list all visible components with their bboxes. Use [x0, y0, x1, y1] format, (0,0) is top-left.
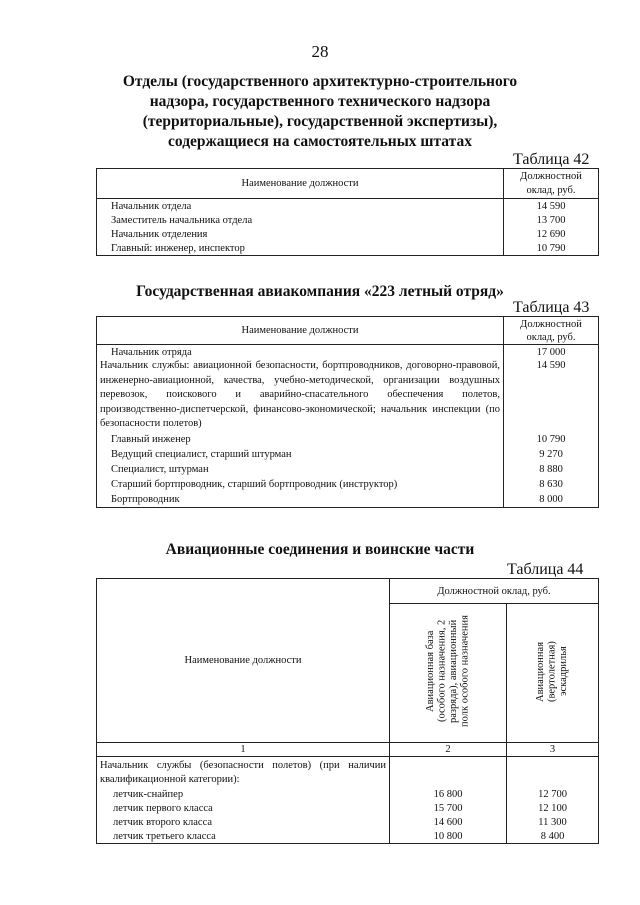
table44-empty-cell	[390, 757, 507, 788]
table43	[96, 316, 599, 508]
table44	[96, 578, 599, 844]
table43-header-salary-line: оклад, руб.	[526, 331, 576, 343]
table44-col-num-1: 1	[97, 743, 390, 757]
table-row	[97, 757, 599, 788]
table-row	[97, 815, 599, 829]
table43-salary: 8 880	[504, 462, 599, 477]
section1-heading-line: (территориальные), государственной экспертизы),	[142, 113, 498, 130]
table-row	[97, 359, 599, 432]
table44-header-col-a-text: Авиационная база (особого назначения, 2 разряда), авиационный полк особого назначения	[425, 615, 471, 727]
table42-header-salary-line: оклад, руб.	[526, 184, 576, 196]
table42-header-salary-line: Должностной	[520, 170, 582, 182]
table43-header-name: Наименование должности	[97, 317, 504, 345]
table-row	[97, 345, 599, 360]
table43-salary: 17 000	[504, 345, 599, 360]
table43-salary: 8 000	[504, 492, 599, 508]
table43-position: Специалист, штурман	[111, 463, 209, 475]
table42-header-salary	[504, 169, 599, 199]
table44-salary-a: 14 600	[390, 815, 507, 829]
table44-salary-a: 10 800	[390, 829, 507, 844]
table44-salary-b: 12 100	[507, 801, 599, 815]
table44-salary-a: 16 800	[390, 787, 507, 801]
table42-position: Заместитель начальника отдела	[111, 214, 253, 226]
table-row	[97, 801, 599, 815]
table44-label: Таблица 44	[507, 561, 584, 578]
section3-heading: Авиационные соединения и воинские части	[165, 541, 475, 558]
table44-header-col-a	[390, 604, 507, 743]
table44-col-num-2: 2	[390, 743, 507, 757]
table43-position: Старший бортпроводник, старший бортпроводник (инструктор)	[111, 478, 398, 490]
table44-header-group: Должностной оклад, руб.	[390, 579, 599, 604]
table-row	[97, 447, 599, 462]
table43-position: Ведущий специалист, старший штурман	[111, 448, 292, 460]
table43-position: Бортпроводник	[111, 493, 180, 505]
table42-label: Таблица 42	[513, 151, 590, 168]
table44-salary-b: 11 300	[507, 815, 599, 829]
table-row	[97, 462, 599, 477]
table43-salary: 10 790	[504, 432, 599, 447]
section1-heading-line: содержащиеся на самостоятельных штатах	[168, 133, 472, 150]
table44-salary-b: 8 400	[507, 829, 599, 844]
table43-position: Главный инженер	[111, 433, 191, 445]
table-row	[97, 227, 599, 241]
table43-position: Начальник службы: авиационной безопасности, бортпроводников, договорно-правовой, инженерно-авиационной, качества, учебно-методической, организации воздушных перевозок, поискового и аварийно-спасательного обеспечения полетов, производственно-диспетчерской, финансово-экономической; начальник инспекции (по безопасности полетов)	[100, 360, 500, 429]
table43-position: Начальник отряда	[111, 346, 192, 358]
table-row	[97, 432, 599, 447]
table44-position: летчик первого класса	[113, 802, 213, 814]
table42-salary: 12 690	[504, 227, 599, 241]
page-number: 28	[311, 42, 329, 61]
table44-position: летчик второго класса	[113, 816, 213, 828]
section1-heading-line: Отделы (государственного архитектурно-строительного	[122, 73, 518, 90]
table43-salary: 9 270	[504, 447, 599, 462]
table-row	[97, 829, 599, 844]
table42-position: Главный: инженер, инспектор	[111, 242, 245, 254]
table44-salary-b: 12 700	[507, 787, 599, 801]
table44-header-col-b	[507, 604, 599, 743]
table43-salary: 8 630	[504, 477, 599, 492]
table44-empty-cell	[507, 757, 599, 788]
table44-header-name: Наименование должности	[97, 579, 390, 743]
table42-salary: 13 700	[504, 213, 599, 227]
table42-salary: 14 590	[504, 199, 599, 214]
table-row	[97, 492, 599, 508]
table-row	[97, 213, 599, 227]
section1-heading-line: надзора, государственного технического надзора	[149, 93, 491, 110]
table44-position: летчик-снайпер	[113, 788, 184, 800]
table42-position: Начальник отделения	[111, 228, 208, 240]
table43-label: Таблица 43	[513, 299, 590, 316]
table44-salary-a: 15 700	[390, 801, 507, 815]
section2-heading: Государственная авиакомпания «223 летный отряд»	[136, 283, 504, 300]
table-row	[97, 241, 599, 256]
table44-position: летчик третьего класса	[113, 830, 216, 842]
table-row	[97, 477, 599, 492]
table42	[96, 168, 599, 256]
table44-intro: Начальник службы (безопасности полетов) (при наличии квалификационной категории):	[100, 760, 386, 785]
section1-heading	[80, 72, 560, 152]
table43-salary: 14 590	[504, 359, 599, 432]
table43-header-salary-line: Должностной	[520, 318, 582, 330]
table-row	[97, 199, 599, 214]
table44-col-num-3: 3	[507, 743, 599, 757]
table42-header-name: Наименование должности	[97, 169, 504, 199]
table-row	[97, 787, 599, 801]
table42-position: Начальник отдела	[111, 200, 192, 212]
table42-salary: 10 790	[504, 241, 599, 256]
table44-header-col-b-text: Авиационная (вертолетная) эскадрилья	[535, 640, 570, 702]
table43-header-salary	[504, 317, 599, 345]
